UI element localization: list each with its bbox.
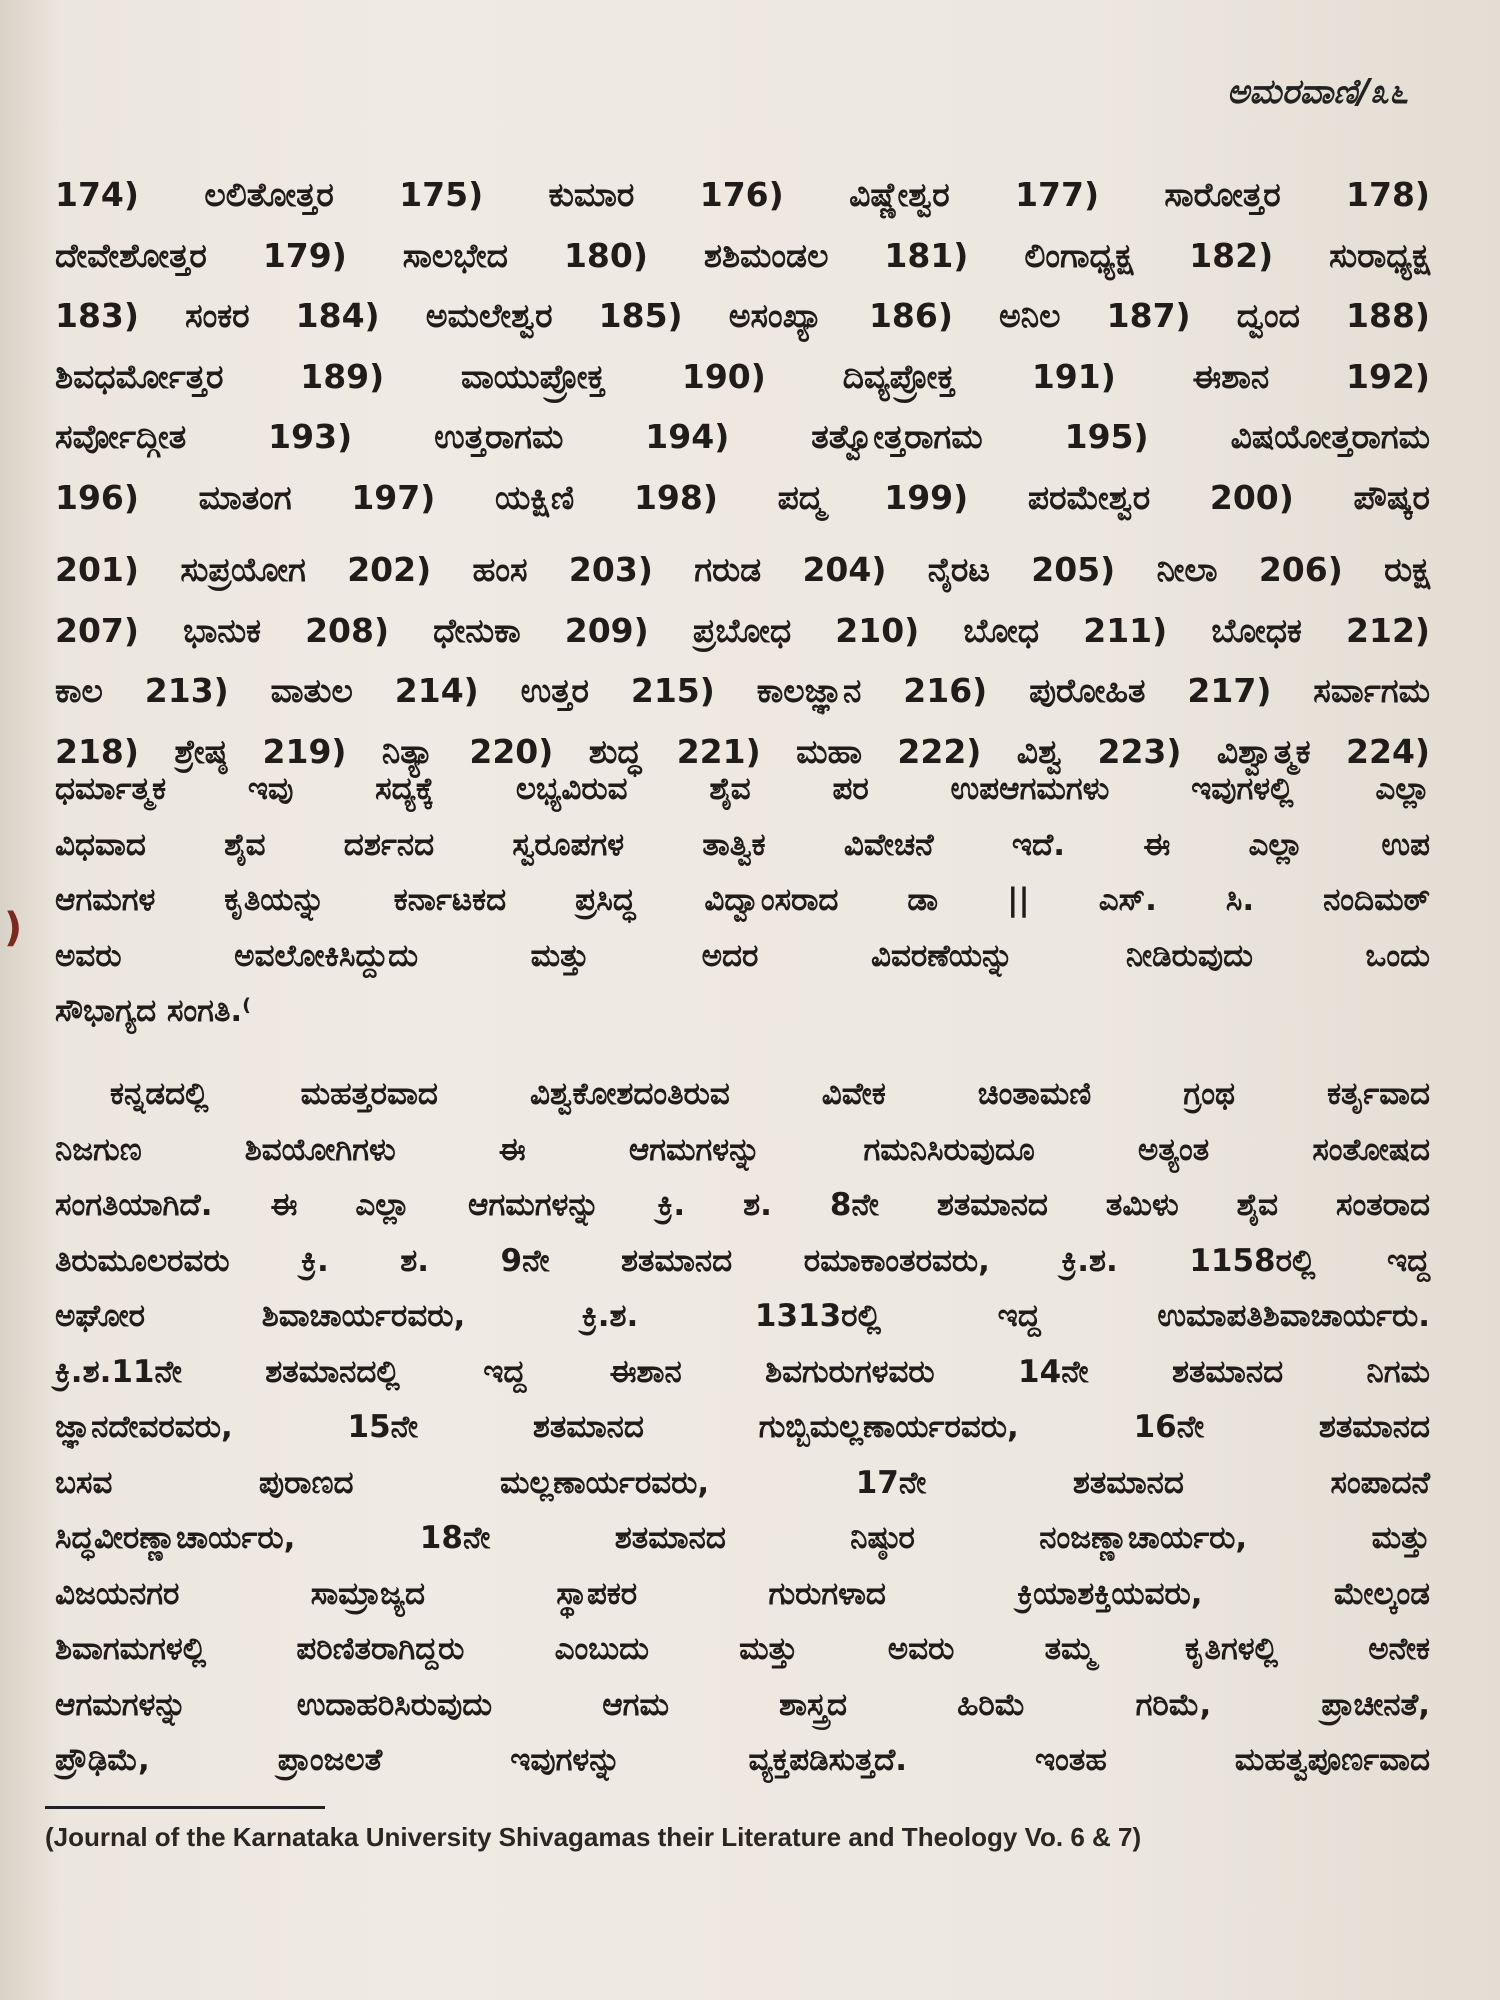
list-line: 218) ಶ್ರೇಷ್ಠ 219) ನಿತ್ಯಾ 220) ಶುದ್ಧ 221) ಮಹಾ 222) ವಿಶ್ವ 223) ವಿಶ್ವಾತ್ಮಕ 224) — [55, 731, 1430, 771]
footnote: (Journal of the Karnataka University Shivagamas their Literature and Theology Vo. 6 & 7) — [45, 1822, 1142, 1852]
paragraph-line: ವಿಜಯನಗರ ಸಾಮ್ರಾಜ್ಯದ ಸ್ಥಾಪಕರ ಗುರುಗಳಾದ ಕ್ರಿಯಾಶಕ್ತಿಯವರು, ಮೇಲ್ಕಂಡ — [55, 1575, 1430, 1612]
list-line: 207) ಭಾನುಕ 208) ಧೇನುಕಾ 209) ಪ್ರಬೋಧ 210) ಬೋಧ 211) ಬೋಧಕ 212) — [55, 610, 1430, 650]
paragraph-line: ಆಗಮಗಳನ್ನು ಉದಾಹರಿಸಿರುವುದು ಆಗಮ ಶಾಸ್ತ್ರದ ಹಿರಿಮೆ ಗರಿಮೆ, ಪ್ರಾಚೀನತೆ, — [55, 1686, 1430, 1723]
list-line: 201) ಸುಪ್ರಯೋಗ 202) ಹಂಸ 203) ಗರುಡ 204) ನೈರಟ 205) ನೀಲಾ 206) ರುಕ್ಷ — [55, 550, 1430, 589]
agama-list — [55, 165, 1430, 782]
list-line: 174) ಲಲಿತೋತ್ತರ 175) ಕುಮಾರ 176) ವಿಷ್ಣೇಶ್ವರ 177) ಸಾರೋತ್ತರ 178) — [55, 175, 1430, 214]
paragraph-line: ಸಿದ್ಧವೀರಣ್ಣಾಚಾರ್ಯರು, 18ನೇ ಶತಮಾನದ ನಿಷ್ಠುರ ನಂಜಣ್ಣಾಚಾರ್ಯರು, ಮತ್ತು — [55, 1520, 1430, 1556]
paragraph-line: ಸಂಗತಿಯಾಗಿದೆ. ಈ ಎಲ್ಲಾ ಆಗಮಗಳನ್ನು ಕ್ರಿ. ಶ. 8ನೇ ಶತಮಾನದ ತಮಿಳು ಶೈವ ಸಂತರಾದ — [55, 1187, 1430, 1223]
paragraph-1 — [55, 762, 1430, 1040]
footnote-rule — [45, 1806, 325, 1809]
margin-mark: ) — [4, 905, 23, 951]
paragraph-line: ಧರ್ಮಾತ್ಮಕ ಇವು ಸದ್ಯಕ್ಕೆ ಲಭ್ಯವಿರುವ ಶೈವ ಪರ ಉಪಆಗಮಗಳು ಇವುಗಳಲ್ಲಿ ಎಲ್ಲಾ — [55, 771, 1430, 807]
list-line: 183) ಸಂಕರ 184) ಅಮಲೇಶ್ವರ 185) ಅಸಂಖ್ಯಾ 186) ಅನಿಲ 187) ದ್ವಂದ 188) — [55, 296, 1430, 335]
running-head: ಅಮರವಾಣಿ/೩೬ — [1226, 72, 1408, 112]
paragraph-line: ನಿಜಗುಣ ಶಿವಯೋಗಿಗಳು ಈ ಆಗಮಗಳನ್ನು ಗಮನಿಸಿರುವುದೂ ಅತ್ಯಂತ ಸಂತೋಷದ — [55, 1131, 1430, 1168]
list-line: ಸರ್ವೋದ್ಗೀತ 193) ಉತ್ತರಾಗಮ 194) ತತ್ವೋತ್ತರಾಗಮ 195) ವಿಷಯೋತ್ತರಾಗಮ — [55, 417, 1430, 456]
paragraph-line: ಕ್ರಿ.ಶ.11ನೇ ಶತಮಾನದಲ್ಲಿ ಇದ್ದ ಈಶಾನ ಶಿವಗುರುಗಳವರು 14ನೇ ಶತಮಾನದ ನಿಗಮ — [55, 1353, 1430, 1390]
paragraph-line: ತಿರುಮೂಲರವರು ಕ್ರಿ. ಶ. 9ನೇ ಶತಮಾನದ ರಮಾಕಾಂತರವರು, ಕ್ರಿ.ಶ. 1158ರಲ್ಲಿ ಇದ್ದ — [55, 1242, 1430, 1279]
paragraph-line: ಆಗಮಗಳ ಕೃತಿಯನ್ನು ಕರ್ನಾಟಕದ ಪ್ರಸಿದ್ಧ ವಿದ್ವಾಂಸರಾದ ಡಾ || ಎಸ್. ಸಿ. ನಂದಿಮಠ್ — [55, 882, 1430, 918]
paragraph-line: ಅವರು ಅವಲೋಕಿಸಿದ್ದುದು ಮತ್ತು ಅದರ ವಿವರಣೆಯನ್ನು ನೀಡಿರುವುದು ಒಂದು — [55, 937, 1430, 974]
paragraph-line: ಪ್ರೌಢಿಮೆ, ಪ್ರಾಂಜಲತೆ ಇವುಗಳನ್ನು ವ್ಯಕ್ತಪಡಿಸುತ್ತದೆ. ಇಂತಹ ಮಹತ್ವಪೂರ್ಣವಾದ — [55, 1742, 1430, 1778]
list-line: 196) ಮಾತಂಗ 197) ಯಕ್ಷಿಣಿ 198) ಪದ್ಮ 199) ಪರಮೇಶ್ವರ 200) ಪೌಷ್ಕರ — [55, 477, 1430, 517]
paragraph-line: ಜ್ಞಾನದೇವರವರು, 15ನೇ ಶತಮಾನದ ಗುಬ್ಬಿಮಲ್ಲಣಾರ್ಯರವರು, 16ನೇ ಶತಮಾನದ — [55, 1409, 1430, 1445]
list-line: ಶಿವಧರ್ಮೋತ್ತರ 189) ವಾಯುಪ್ರೋಕ್ತ 190) ದಿವ್ಯಪ್ರೋಕ್ತ 191) ಈಶಾನ 192) — [55, 356, 1430, 396]
paragraph-line: ಸೌಭಾಗ್ಯದ ಸಂಗತಿ.⁽ — [55, 993, 252, 1029]
paragraph-line: ವಿಧವಾದ ಶೈವ ದರ್ಶನದ ಸ್ವರೂಪಗಳ ತಾತ್ವಿಕ ವಿವೇಚನೆ ಇದೆ. ಈ ಎಲ್ಲಾ ಉಪ — [55, 826, 1430, 863]
list-line: ದೇವೇಶೋತ್ತರ 179) ಸಾಲಭೇದ 180) ಶಶಿಮಂಡಲ 181) ಲಿಂಗಾಧ್ಯಕ್ಷ 182) ಸುರಾಧ್ಯಕ್ಷ — [55, 235, 1430, 275]
list-line: ಕಾಲ 213) ವಾತುಲ 214) ಉತ್ತರ 215) ಕಾಲಜ್ಞಾನ 216) ಪುರೋಹಿತ 217) ಸರ್ವಾಗಮ — [55, 671, 1430, 710]
paragraph-2 — [55, 1067, 1430, 1789]
paragraph-line: ಶಿವಾಗಮಗಳಲ್ಲಿ ಪರಿಣಿತರಾಗಿದ್ದರು ಎಂಬುದು ಮತ್ತು ಅವರು ತಮ್ಮ ಕೃತಿಗಳಲ್ಲಿ ಅನೇಕ — [55, 1631, 1430, 1667]
paragraph-line: ಬಸವ ಪುರಾಣದ ಮಲ್ಲಣಾರ್ಯರವರು, 17ನೇ ಶತಮಾನದ ಸಂಪಾದನೆ — [55, 1464, 1430, 1501]
paragraph-line: ಅಘೋರ ಶಿವಾಚಾರ್ಯರವರು, ಕ್ರಿ.ಶ. 1313ರಲ್ಲಿ ಇದ್ದ ಉಮಾಪತಿಶಿವಾಚಾರ್ಯರು. — [55, 1298, 1430, 1334]
paragraph-line: ಕನ್ನಡದಲ್ಲಿ ಮಹತ್ತರವಾದ ವಿಶ್ವಕೋಶದಂತಿರುವ ವಿವೇಕ ಚಿಂತಾಮಣಿ ಗ್ರಂಥ ಕರ್ತೃವಾದ — [110, 1076, 1430, 1112]
